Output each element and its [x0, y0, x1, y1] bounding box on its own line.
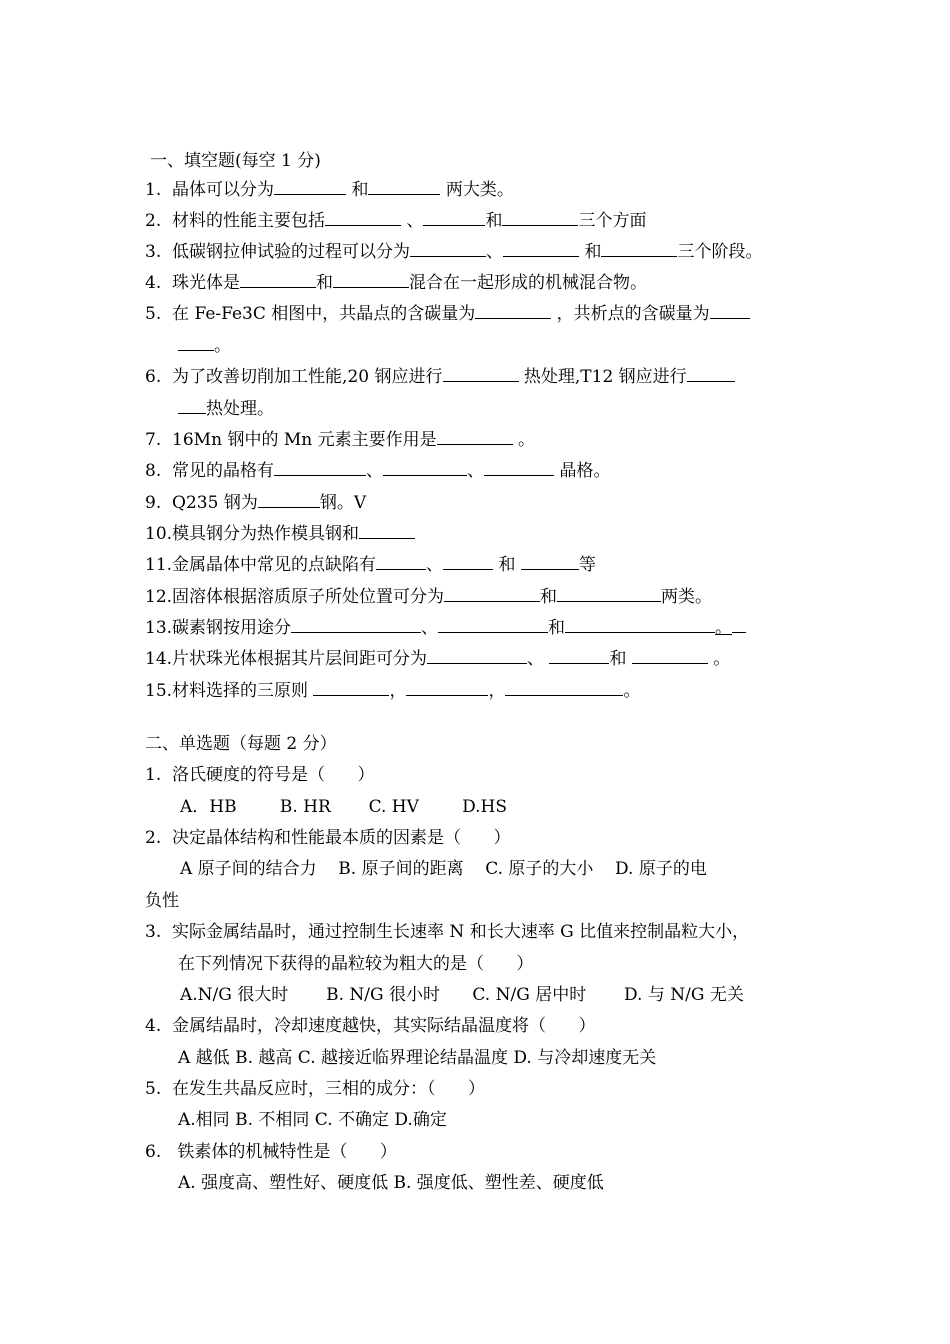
blank[interactable]: [484, 458, 554, 476]
blank[interactable]: [437, 427, 513, 445]
question-9: 9. Q235 钢为 钢。V: [145, 490, 366, 514]
blank[interactable]: [423, 208, 485, 226]
blank[interactable]: [632, 646, 708, 664]
mc-question-6: 6. 铁素体的机械特性是（ ）: [145, 1142, 397, 1162]
mc-options-3[interactable]: A.N/G 很大时 B. N/G 很小时 C. N/G 居中时 D. 与 N/G 无关: [180, 985, 744, 1005]
blank[interactable]: [443, 552, 493, 570]
blank[interactable]: [368, 177, 440, 195]
blank[interactable]: [383, 458, 467, 476]
blank[interactable]: [376, 552, 426, 570]
blank[interactable]: [406, 678, 488, 696]
section-heading: 一、填空题(每空 1 分): [150, 151, 321, 171]
blank[interactable]: [325, 208, 401, 226]
blank[interactable]: [444, 584, 540, 602]
question-7: 7. 16Mn 钢中的 Mn 元素主要作用是 。: [145, 427, 535, 451]
blank[interactable]: [274, 177, 346, 195]
blank[interactable]: [475, 301, 551, 319]
blank[interactable]: [505, 678, 623, 696]
blank[interactable]: [502, 208, 578, 226]
mc-question-3-continued: 在下列情况下获得的晶粒较为粗大的是（ ）: [178, 954, 534, 974]
question-13: 13.碳素钢按用途分 、 和 。: [145, 615, 746, 639]
blank[interactable]: [710, 301, 750, 319]
blank[interactable]: [687, 364, 735, 382]
blank[interactable]: [732, 615, 746, 633]
question-4: 4. 珠光体是 和 混合在一起形成的机械混合物。: [145, 270, 647, 294]
question-6-continued: 热处理。: [178, 396, 274, 420]
blank[interactable]: [565, 615, 715, 633]
blank[interactable]: [427, 646, 527, 664]
blank[interactable]: [291, 615, 421, 633]
mc-question-3: 3. 实际金属结晶时，通过控制生长速率 N 和长大速率 G 比值来控制晶粒大小，: [145, 922, 750, 942]
blank[interactable]: [178, 333, 214, 351]
mc-options-1[interactable]: A．HB B. HR C. HV D.HS: [180, 797, 508, 817]
blank[interactable]: [410, 239, 486, 257]
mc-question-4: 4. 金属结晶时，冷却速度越快，其实际结晶温度将（ ）: [145, 1016, 596, 1036]
question-6: 6. 为了改善切削加工性能,20 钢应进行 热处理,T12 钢应进行: [145, 364, 735, 388]
blank[interactable]: [258, 490, 320, 508]
question-11: 11.金属晶体中常见的点缺陷有 、 和 等: [145, 552, 596, 576]
blank[interactable]: [503, 239, 579, 257]
question-14: 14.片状珠光体根据其片层间距可分为 、 和 。: [145, 646, 730, 670]
question-2: 2. 材料的性能主要包括 、 和 三个方面: [145, 208, 646, 232]
mc-options-2-continued: 负性: [145, 891, 179, 911]
question-5: 5. 在 Fe-Fe3C 相图中，共晶点的含碳量为 ，共析点的含碳量为: [145, 301, 750, 325]
mc-question-2: 2. 决定晶体结构和性能最本质的因素是（ ）: [145, 828, 511, 848]
blank[interactable]: [521, 552, 579, 570]
mc-options-2[interactable]: A 原子间的结合力 B. 原子间的距离 C. 原子的大小 D. 原子的电: [180, 859, 707, 879]
mc-question-1: 1. 洛氏硬度的符号是（ ）: [145, 765, 375, 785]
mc-options-4[interactable]: A 越低 B. 越高 C. 越接近临界理论结晶温度 D. 与冷却速度无关: [178, 1048, 657, 1068]
blank[interactable]: [443, 364, 519, 382]
question-8: 8. 常见的晶格有 、 、 晶格。: [145, 458, 610, 482]
blank[interactable]: [557, 584, 661, 602]
section-heading: 二、单选题（每题 2 分）: [145, 734, 337, 754]
question-12: 12.固溶体根据溶质原子所处位置可分为 和 两类。: [145, 584, 712, 608]
blank[interactable]: [359, 521, 415, 539]
blank[interactable]: [274, 458, 366, 476]
mc-options-5[interactable]: A.相同 B. 不相同 C. 不确定 D.确定: [178, 1110, 447, 1130]
blank[interactable]: [549, 646, 609, 664]
blank[interactable]: [240, 270, 316, 288]
blank[interactable]: [313, 678, 389, 696]
question-5-continued: 。: [178, 333, 231, 357]
mc-question-5: 5. 在发生共晶反应时，三相的成分：（ ）: [145, 1079, 485, 1099]
question-15: 15.材料选择的三原则 ， ， 。: [145, 678, 640, 702]
blank[interactable]: [601, 239, 677, 257]
question-1: 1. 晶体可以分为 和 两大类。: [145, 177, 514, 201]
blank[interactable]: [438, 615, 548, 633]
mc-options-6[interactable]: A. 强度高、塑性好、硬度低 B. 强度低、塑性差、硬度低: [178, 1173, 604, 1193]
blank[interactable]: [333, 270, 409, 288]
question-3: 3. 低碳钢拉伸试验的过程可以分为 、 和 三个阶段。: [145, 239, 762, 263]
blank[interactable]: [178, 396, 206, 414]
question-10: 10.模具钢分为热作模具钢和: [145, 521, 415, 545]
